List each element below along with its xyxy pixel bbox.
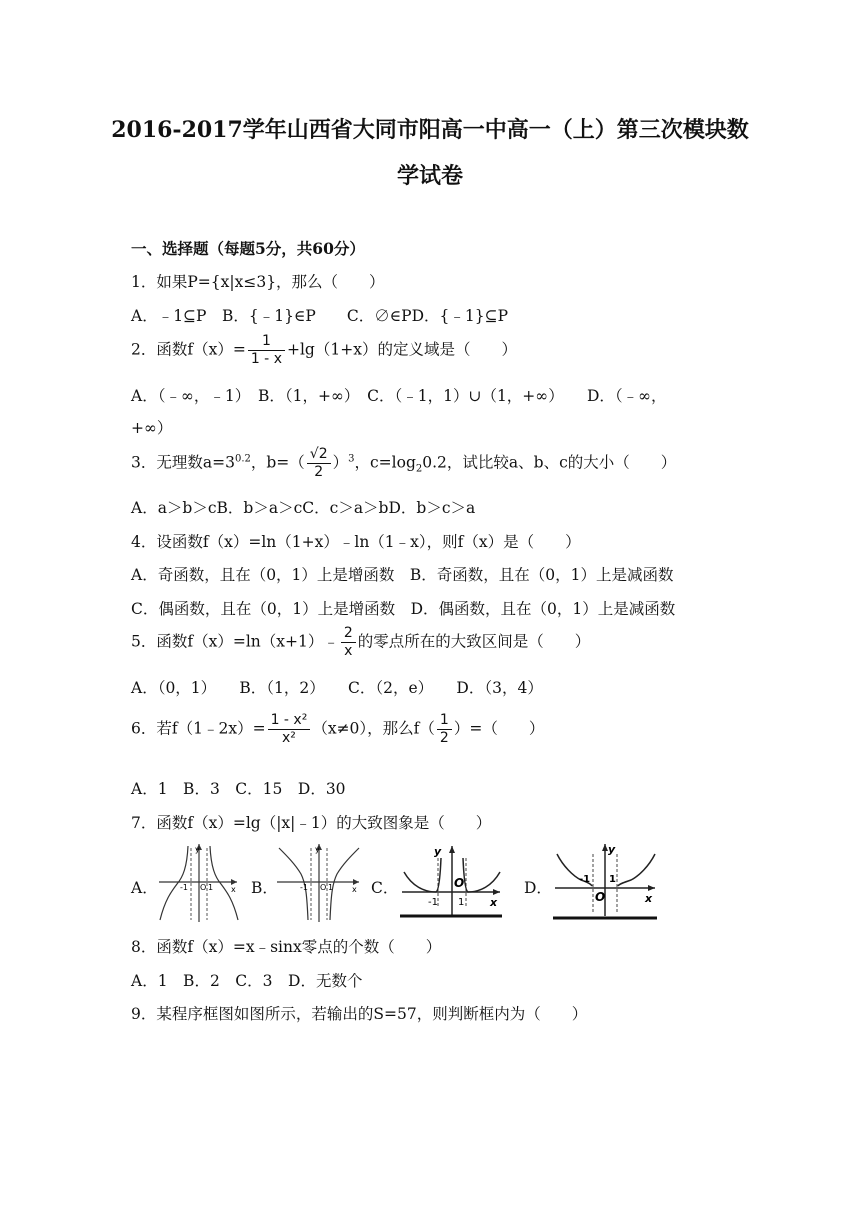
q3-post1: ，c=log <box>354 453 416 472</box>
q6-suffix: ）=（ ） <box>453 719 545 738</box>
q7-c-x-label: x <box>490 896 498 909</box>
q7-d-neg1: -1 <box>579 874 591 885</box>
q7-option-a-label: A． <box>131 879 158 897</box>
q7-graph-c <box>398 842 504 924</box>
q7-c-pos1: 1 <box>458 897 465 908</box>
q7-a-x-label: x <box>231 885 236 894</box>
q7-b-y-label: y <box>315 845 320 854</box>
question-3-options: A．a＞b＞cB．b＞a＞cC．c＞a＞bD．b＞c＞a <box>131 499 476 517</box>
q2-frac-den: 1 - x <box>250 351 282 367</box>
q7-option-d-label: D． <box>524 879 552 897</box>
q3-b-den: 2 <box>314 464 324 480</box>
q6-frac-num: 1 - x² <box>268 712 311 730</box>
q7-b-x-label: x <box>352 885 357 894</box>
q3-mid: ，b=（ <box>250 453 305 472</box>
question-1-stem: 1．如果P={x|x≤3}，那么（ ） <box>131 273 385 291</box>
q7-graph-d <box>551 842 661 924</box>
question-8-options: A．1 B．2 C．3 D．无数个 <box>131 972 363 990</box>
q3-b-fraction <box>307 446 331 481</box>
q6-arg-fraction <box>437 712 452 747</box>
q2-prefix: 2．函数f（x）= <box>131 340 246 359</box>
q3-post2: 0.2，试比较a、b、c的大小（ ） <box>422 453 677 472</box>
question-4-options-line1: A．奇函数，且在（0，1）上是增函数 B．奇函数，且在（0，1）上是减函数 <box>131 566 674 584</box>
q3-b-num: √2 <box>307 446 331 464</box>
q7-c-origin: O <box>454 876 465 890</box>
q3-a-exponent: 0.2 <box>234 453 251 465</box>
q6-arg-num: 1 <box>437 712 452 730</box>
question-9-stem: 9．某程序框图如图所示，若输出的S=57，则判断框内为（ ） <box>131 1005 588 1023</box>
q7-d-origin: O <box>595 890 606 904</box>
q7-c-neg1: -1 <box>428 897 438 908</box>
q5-prefix: 5．函数f（x）=ln（x+1）﹣ <box>131 632 339 651</box>
q3-log-base: 2 <box>415 463 423 475</box>
question-2-options-line2: +∞） <box>131 419 173 437</box>
q3-b-exponent: 3 <box>348 453 355 465</box>
q7-a-origin: O <box>200 883 207 892</box>
q7-b-neg1: -1 <box>300 883 308 892</box>
q7-a-y-label: y <box>195 845 200 854</box>
q2-fraction <box>248 333 285 368</box>
q7-option-b-label: B． <box>251 879 278 897</box>
q6-arg-den: 2 <box>439 730 449 746</box>
q7-d-x-label: x <box>645 892 653 905</box>
question-8-stem: 8．函数f（x）=x﹣sinx零点的个数（ ） <box>131 938 442 956</box>
question-4-stem: 4．设函数f（x）=ln（1+x）﹣ln（1﹣x），则f（x）是（ ） <box>131 533 581 551</box>
question-2-options-line1: A．（﹣∞，﹣1） B．（1，+∞） C．（﹣1，1）∪（1，+∞） D．（﹣∞， <box>131 387 667 405</box>
q7-option-a <box>131 842 241 924</box>
question-3-stem <box>131 446 676 481</box>
question-7-stem: 7．函数f（x）=lg（|x|﹣1）的大致图象是（ ） <box>131 814 492 832</box>
q7-graph-a <box>155 842 239 924</box>
q7-b-pos1: 1 <box>328 883 334 892</box>
q7-b-origin: O <box>320 883 327 892</box>
q2-suffix: +lg（1+x）的定义域是（ ） <box>286 340 517 359</box>
q2-frac-num: 1 <box>248 333 285 351</box>
q6-prefix: 6．若f（1﹣2x）= <box>131 719 266 738</box>
q6-mid: （x≠0），那么f（ <box>312 719 435 738</box>
q7-option-b <box>251 842 361 924</box>
question-6-options: A．1 B．3 C．15 D．30 <box>131 780 346 798</box>
q7-a-pos1: 1 <box>208 883 214 892</box>
q5-frac-den: x <box>344 643 353 659</box>
q7-c-y-label: y <box>434 845 442 858</box>
q5-suffix: 的零点所在的大致区间是（ ） <box>357 632 591 651</box>
q7-option-c-label: C． <box>371 879 399 897</box>
question-4-options-line2: C．偶函数，且在（0，1）上是增函数 D．偶函数，且在（0，1）上是减函数 <box>131 600 676 618</box>
q7-d-y-label: y <box>608 843 616 856</box>
q5-frac-num: 2 <box>341 625 356 643</box>
q7-option-d <box>524 842 664 924</box>
question-6-stem <box>131 712 544 747</box>
q7-option-c <box>371 842 511 924</box>
question-5-stem <box>131 625 590 660</box>
q3-b-close: ） <box>332 453 349 472</box>
q7-graph-b <box>273 842 361 924</box>
question-5-options: A．（0，1） B．（1，2） C．（2，e） D．（3，4） <box>131 679 543 697</box>
question-1-options: A．﹣1⊆P B．{﹣1}∈P C．∅∈PD．{﹣1}⊆P <box>131 307 509 325</box>
q6-fraction <box>268 712 311 747</box>
question-2-stem <box>131 333 517 368</box>
q7-d-pos1: 1 <box>609 874 616 885</box>
q6-frac-den: x² <box>281 730 296 746</box>
section-heading: 一、选择题（每题5分，共60分） <box>131 239 365 258</box>
document-title-line2: 学试卷 <box>396 163 463 189</box>
document-title-line1: 2016-2017学年山西省大同市阳高一中高一（上）第三次模块数 <box>111 117 749 143</box>
q5-fraction <box>341 625 356 660</box>
q3-prefix: 3．无理数a=3 <box>131 453 235 472</box>
q7-a-neg1: -1 <box>180 883 188 892</box>
